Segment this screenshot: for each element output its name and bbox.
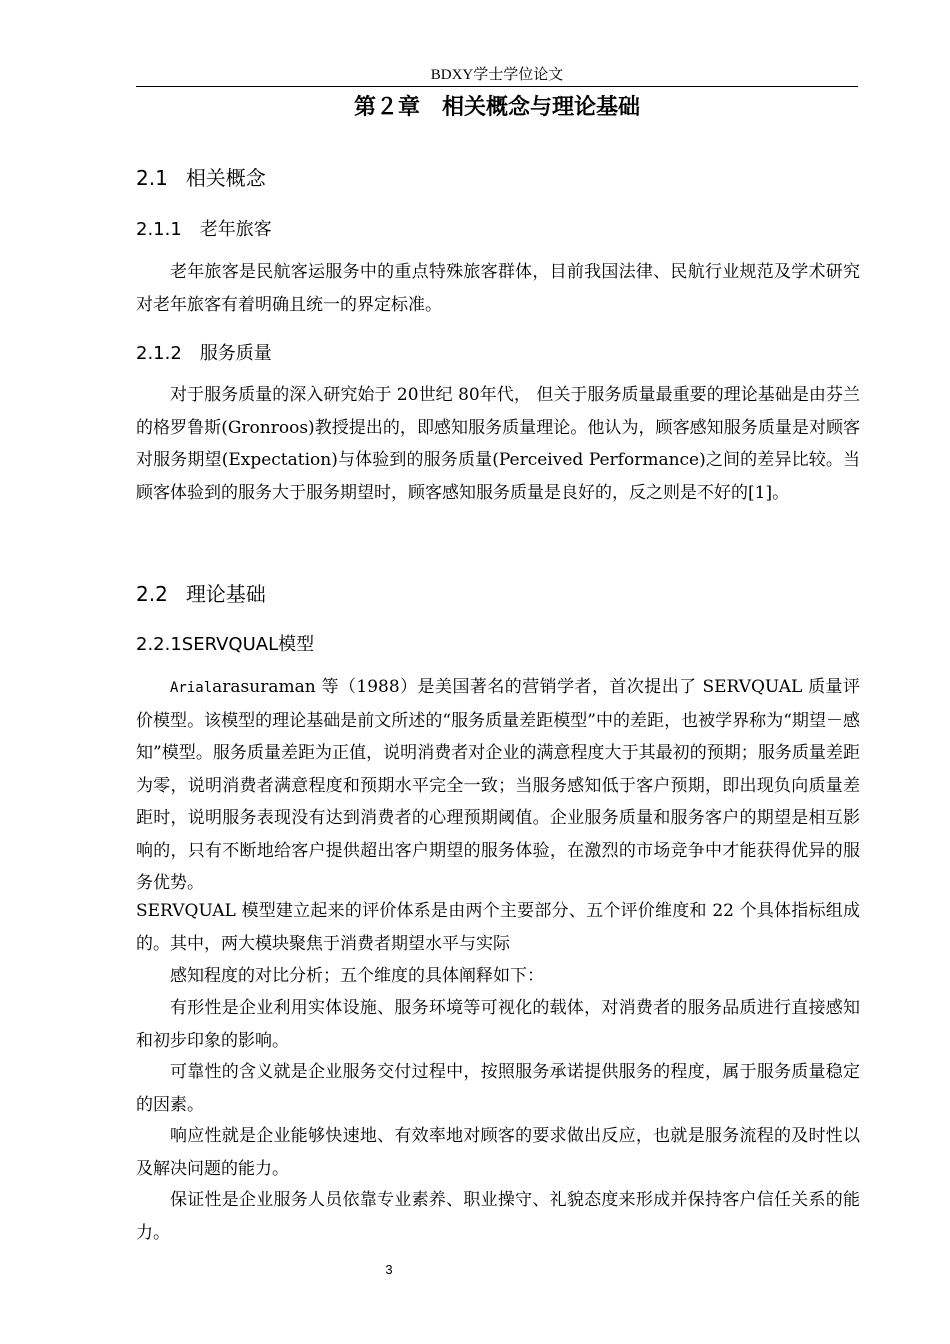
paragraph: 可靠性的含义就是企业服务交付过程中，按照服务承诺提供服务的程度，属于服务质量稳定的因素。 [136,1062,860,1115]
section-number: 2.2 [136,582,168,606]
chapter-title: 第２章 相关概念与理论基础 [353,95,640,120]
paragraph-text: arasuraman 等（1988）是美国著名的营销学者，首次提出了 SERVQUAL 质量评价模型。该模型的理论基础是前文所述的“服务质量差距模型”中的差距，也被学界称为“期望－感知”模型。服务质量差距为正值，说明消费者对企业的满意程度大于其最初的预期；服务质量差距为零，说明消费者满意程度和预期水平完全一致；当服务感知低于客户预期，即出现负向质量差距时，说明服务表现没有达到消费者的心理预期阈值。企业服务质量和服务客户的期望是相互影响的，只有不断地给客户提供超出客户期望的服务体验，在激烈的市场竞争中才能获得优异的服务优势。 [136,677,860,893]
section-heading-2-1-1 [136,217,272,243]
paragraph: 感知程度的对比分析；五个维度的具体阐释如下： [170,966,544,986]
section-title: 老年旅客 [199,219,272,240]
section-heading-2-2 [136,580,266,608]
section-number: 2.1.2 [136,343,182,364]
section-number: 2.1 [136,166,168,190]
page-number: 3 [385,1262,393,1277]
paragraph: 保证性是企业服务人员依靠专业素养、职业操守、礼貌态度来形成并保持客户信任关系的能力。 [136,1190,860,1243]
section-title: 相关概念 [185,166,266,190]
paragraph: 响应性就是企业能够快速地、有效率地对顾客的要求做出反应，也就是服务流程的及时性以及解决问题的能力。 [136,1126,860,1179]
paragraph: 老年旅客是民航客运服务中的重点特殊旅客群体，目前我国法律、民航行业规范及学术研究对老年旅客有着明确且统一的界定标准。 [136,262,860,315]
header-rule [136,86,858,87]
section-title: 服务质量 [199,343,272,364]
running-header: BDXY学士学位论文 [430,67,564,83]
inline-font-artifact: Arial [170,680,213,696]
section-number: 2.1.1 [136,219,182,240]
section-heading-2-2-1: 2.2.1SERVQUAL模型 [136,634,315,655]
paragraph: 有形性是企业利用实体设施、服务环境等可视化的载体，对消费者的服务品质进行直接感知和初步印象的影响。 [136,998,860,1051]
section-heading-2-1-2 [136,341,272,367]
paragraph [136,671,860,900]
paragraph: 对于服务质量的深入研究始于 20世纪 80年代， 但关于服务质量最重要的理论基础是由芬兰的格罗鲁斯(Gronroos)教授提出的，即感知服务质量理论。他认为，顾客感知服务质量是对顾客对服务期望(Expectation)与体验到的服务质量(Perceived Performance)之间的差异比较。当顾客体验到的服务大于服务期望时，顾客感知服务质量是良好的，反之则是不好的[1]。 [136,385,860,503]
paragraph: SERVQUAL 模型建立起来的评价体系是由两个主要部分、五个评价维度和 22 个具体指标组成的。其中，两大模块聚焦于消费者期望水平与实际 [136,901,860,954]
section-title: 理论基础 [185,582,266,606]
section-heading-2-1 [136,164,266,192]
